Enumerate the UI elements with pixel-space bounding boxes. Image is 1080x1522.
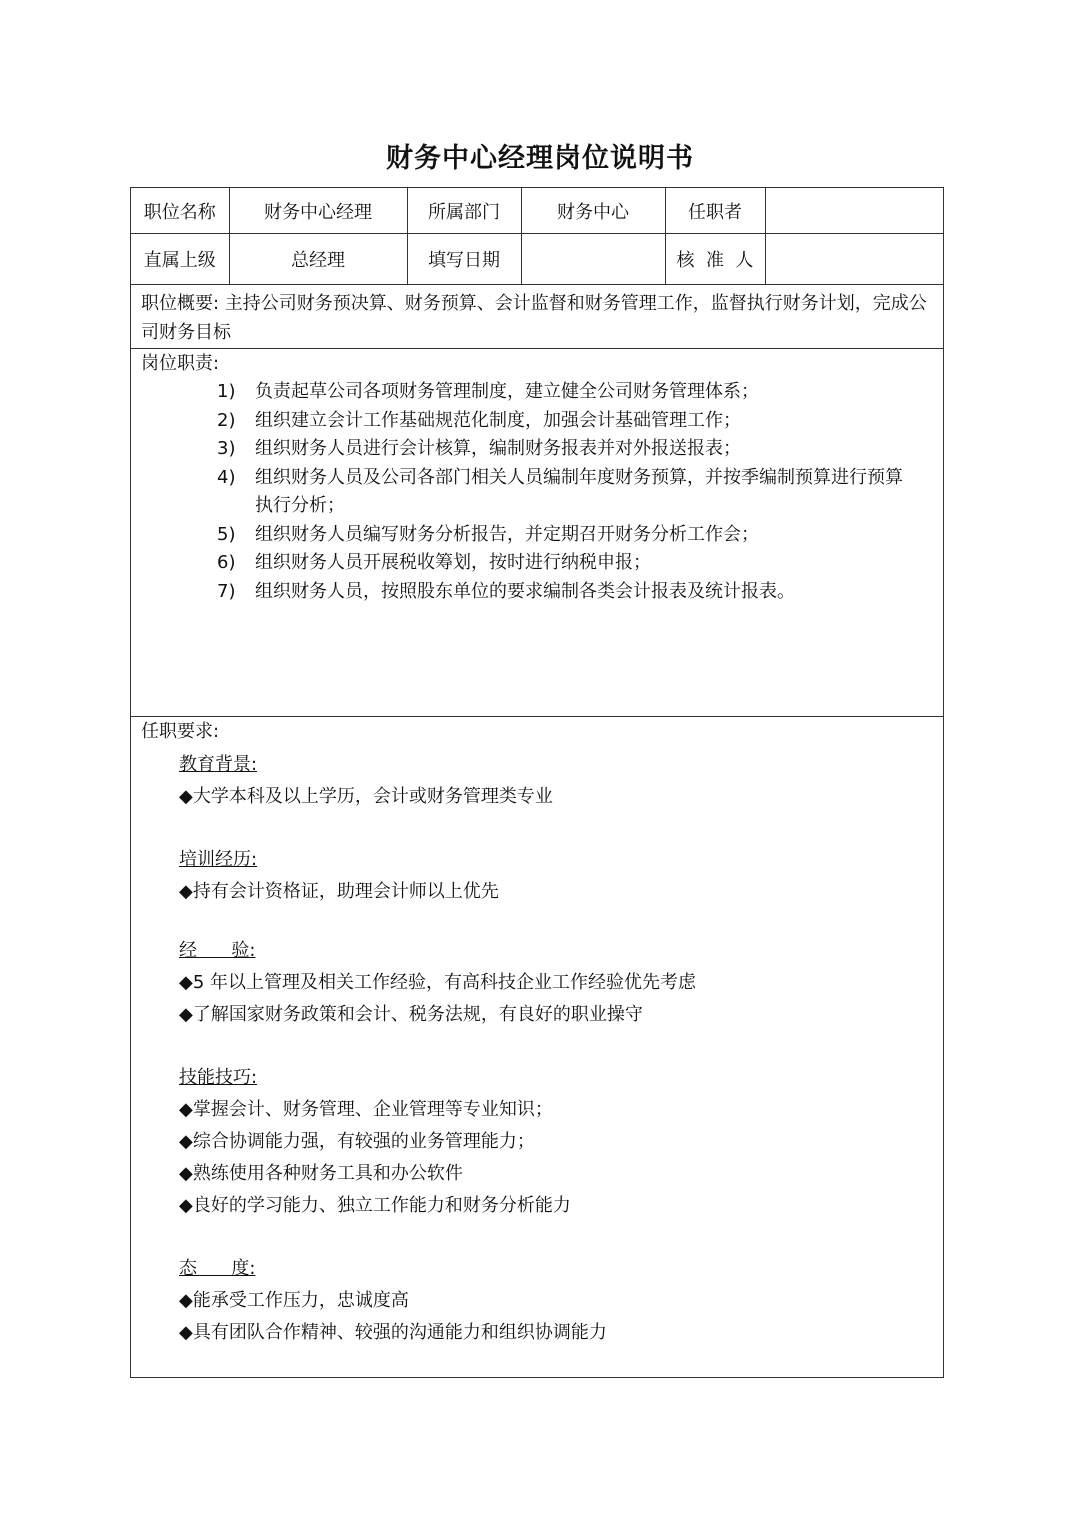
req-group-training: [179, 844, 919, 908]
req-item: ◆熟练使用各种财务工具和办公软件: [179, 1163, 463, 1184]
duty-number: 2): [217, 409, 236, 431]
duty-text: 组织财务人员，按照股东单位的要求编制各类会计报表及统计报表。: [255, 580, 795, 602]
value-approver: [765, 234, 943, 285]
req-group-education: [179, 749, 919, 813]
req-group-attitude: [179, 1253, 919, 1349]
duties-heading: 岗位职责:: [141, 353, 220, 374]
req-item: ◆了解国家财务政策和会计、税务法规，有良好的职业操守: [179, 1004, 643, 1025]
duty-item: [141, 549, 933, 578]
duty-text: 组织财务人员及公司各部门相关人员编制年度财务预算，并按季编制预算进行预算执行分析；: [255, 466, 903, 516]
req-item: ◆具有团队合作精神、较强的沟通能力和组织协调能力: [179, 1322, 607, 1343]
label-approver: 核 准 人: [665, 234, 765, 285]
position-info-table: [131, 188, 943, 285]
value-position-name: 财务中心经理: [229, 188, 407, 234]
duty-text: 组织建立会计工作基础规范化制度，加强会计基础管理工作；: [255, 409, 741, 431]
value-supervisor: 总经理: [229, 234, 407, 285]
req-item: ◆能承受工作压力，忠诚度高: [179, 1290, 409, 1311]
duty-number: 5): [217, 523, 236, 545]
duty-item: [141, 435, 933, 464]
label-supervisor: 直属上级: [131, 234, 229, 285]
value-fill-date: [521, 234, 665, 285]
req-item: ◆5 年以上管理及相关工作经验，有高科技企业工作经验优先考虑: [179, 972, 697, 993]
info-row-1: [131, 188, 943, 234]
duty-item: [141, 521, 933, 550]
position-summary: 职位概要: 主持公司财务预决算、财务预算、会计监督和财务管理工作，监督执行财务计划，完成公司财务目标: [131, 285, 943, 349]
req-item: ◆大学本科及以上学历，会计或财务管理类专业: [179, 786, 553, 807]
req-heading-training: 培训经历:: [179, 849, 258, 870]
duty-text: 组织财务人员编写财务分析报告，并定期召开财务分析工作会；: [255, 523, 759, 545]
duties-section: [131, 349, 943, 717]
duty-number: 4): [217, 466, 236, 488]
duty-item: [141, 578, 933, 607]
duty-number: 1): [217, 381, 236, 402]
requirements-heading: 任职要求:: [141, 721, 220, 742]
duty-text: 组织财务人员进行会计核算，编制财务报表并对外报送报表；: [255, 438, 741, 459]
duty-number: 7): [217, 580, 236, 602]
req-group-experience: [179, 935, 919, 1031]
duty-number: 6): [217, 552, 236, 573]
duty-number: 3): [217, 438, 236, 459]
req-heading-skills: 技能技巧:: [179, 1067, 258, 1088]
req-item: ◆良好的学习能力、独立工作能力和财务分析能力: [179, 1195, 571, 1216]
req-heading-attitude: 态 度:: [179, 1258, 256, 1279]
duty-text: 负责起草公司各项财务管理制度，建立健全公司财务管理体系；: [255, 381, 759, 402]
label-fill-date: 填写日期: [407, 234, 521, 285]
duty-text: 组织财务人员开展税收筹划，按时进行纳税申报；: [255, 552, 651, 573]
duty-item: [141, 378, 933, 407]
info-row-2: [131, 234, 943, 285]
label-incumbent: 任职者: [665, 188, 765, 234]
duty-item: [141, 464, 933, 521]
value-incumbent: [765, 188, 943, 234]
value-department: 财务中心: [521, 188, 665, 234]
req-group-skills: [179, 1062, 919, 1222]
label-department: 所属部门: [407, 188, 521, 234]
req-item: ◆持有会计资格证，助理会计师以上优先: [179, 881, 499, 902]
duty-list: [141, 378, 933, 606]
req-heading-education: 教育背景:: [179, 754, 258, 775]
label-position-name: 职位名称: [131, 188, 229, 234]
duty-item: [141, 407, 933, 436]
requirements-section: [131, 717, 943, 1343]
req-item: ◆掌握会计、财务管理、企业管理等专业知识；: [179, 1099, 553, 1120]
document-title: 财务中心经理岗位说明书: [386, 143, 694, 174]
job-description-frame: [130, 187, 944, 1378]
req-heading-experience: 经 验:: [179, 940, 256, 961]
req-item: ◆综合协调能力强，有较强的业务管理能力；: [179, 1131, 535, 1152]
